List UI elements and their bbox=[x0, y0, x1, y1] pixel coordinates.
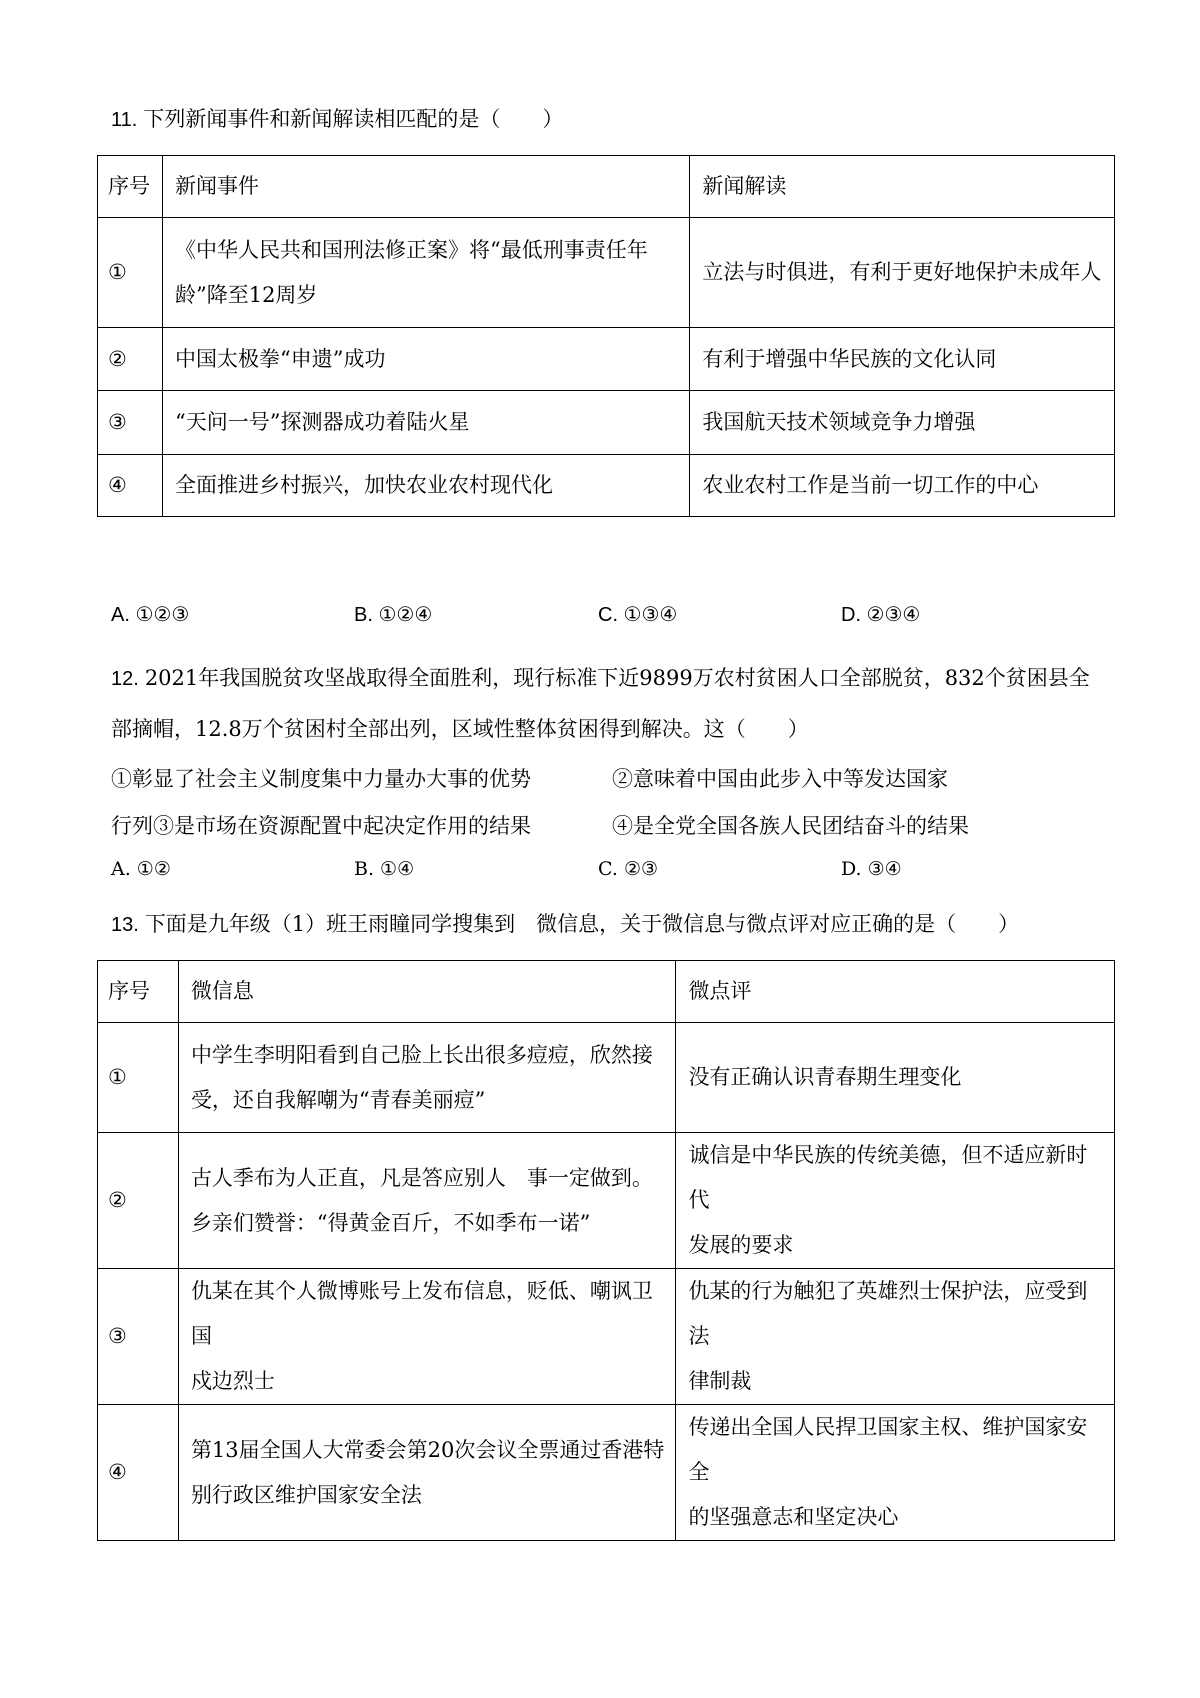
event-line: 龄”降至12周岁 bbox=[174, 282, 318, 307]
event-cell: 中国太极拳“申遗”成功 bbox=[162, 328, 689, 391]
q11-stem bbox=[111, 107, 563, 132]
comment-cell bbox=[676, 1023, 1115, 1133]
q13-stem-text: 下面是九年级（1）班王雨瞳同学搜集到 微信息，关于微信息与微点评对应正确的是（ ） bbox=[144, 912, 1020, 936]
option-b[interactable]: B. ①②④ bbox=[354, 604, 433, 626]
info-line: 古人季布为人正直，凡是答应别人 事一定做到。 bbox=[190, 1165, 653, 1190]
q12-statement-3: 行列③是市场在资源配置中起决定作用的结果 bbox=[111, 814, 531, 838]
reading-cell: 我国航天技术领域竞争力增强 bbox=[690, 391, 1115, 455]
q12-statement-1: ①彰显了社会主义制度集中力量办大事的优势 bbox=[111, 767, 531, 791]
event-cell bbox=[162, 218, 689, 328]
info-line: 受，还自我解嘲为“青春美丽痘” bbox=[190, 1087, 486, 1112]
q12-statement-2: ②意味着中国由此步入中等发达国家 bbox=[612, 767, 948, 791]
row-index: ② bbox=[98, 1133, 179, 1269]
q12-stem-line-2: 部摘帽，12.8万个贫困村全部出列，区域性整体贫困得到解决。这（ ） bbox=[111, 717, 809, 741]
info-line: 别行政区维护国家安全法 bbox=[190, 1482, 422, 1507]
q13-table bbox=[97, 960, 1115, 1541]
table-row bbox=[98, 391, 1115, 455]
row-index: ④ bbox=[98, 455, 163, 517]
table-row bbox=[98, 455, 1115, 517]
header-cell: 微信息 bbox=[178, 961, 676, 1023]
table-header-row bbox=[98, 156, 1115, 218]
q12-number: 12. bbox=[111, 668, 139, 690]
row-index: ③ bbox=[98, 1269, 179, 1405]
table-row bbox=[98, 218, 1115, 328]
info-cell bbox=[178, 1133, 676, 1269]
event-cell: 全面推进乡村振兴，加快农业农村现代化 bbox=[162, 455, 689, 517]
option-c[interactable]: C. ①③④ bbox=[598, 604, 678, 626]
info-line: 乡亲们赞誉：“得黄金百斤，不如季布一诺” bbox=[190, 1210, 591, 1235]
q13-number: 13. bbox=[111, 914, 139, 936]
reading-cell: 立法与时俱进，有利于更好地保护未成年人 bbox=[690, 218, 1115, 328]
table-row bbox=[98, 1405, 1115, 1541]
info-cell bbox=[178, 1023, 676, 1133]
header-cell: 新闻事件 bbox=[162, 156, 689, 218]
event-cell: “天问一号”探测器成功着陆火星 bbox=[162, 391, 689, 455]
comment-cell bbox=[676, 1269, 1115, 1405]
row-index: ② bbox=[98, 328, 163, 391]
comment-line: 诚信是中华民族的传统美德，但不适应新时代 bbox=[688, 1143, 1088, 1212]
table-row bbox=[98, 1133, 1115, 1269]
option-d[interactable]: D. ③④ bbox=[841, 858, 902, 880]
q12-statement-4: ④是全党全国各族人民团结奋斗的结果 bbox=[612, 814, 969, 838]
option-a[interactable]: A. ①②③ bbox=[111, 604, 190, 626]
table-row bbox=[98, 1269, 1115, 1405]
info-line: 仇某在其个人微博账号上发布信息，贬低、嘲讽卫国 bbox=[190, 1279, 653, 1348]
event-line: 《中华人民共和国刑法修正案》将“最低刑事责任年 bbox=[174, 237, 648, 262]
info-cell bbox=[178, 1269, 676, 1405]
table-header-row bbox=[98, 961, 1115, 1023]
q11-table bbox=[97, 155, 1115, 517]
reading-cell: 有利于增强中华民族的文化认同 bbox=[690, 328, 1115, 391]
comment-line: 仇某的行为触犯了英雄烈士保护法，应受到法 bbox=[688, 1279, 1088, 1348]
q12-stem bbox=[111, 666, 1090, 691]
q11-number: 11. bbox=[111, 109, 138, 131]
row-index: ③ bbox=[98, 391, 163, 455]
option-b[interactable]: B. ①④ bbox=[354, 858, 415, 880]
info-line: 第13届全国人大常委会第20次会议全票通过香港特 bbox=[190, 1437, 665, 1462]
header-cell: 新闻解读 bbox=[690, 156, 1115, 218]
comment-line: 没有正确认识青春期生理变化 bbox=[688, 1065, 962, 1089]
comment-cell bbox=[676, 1133, 1115, 1269]
info-cell bbox=[178, 1405, 676, 1541]
option-c[interactable]: C. ②③ bbox=[598, 858, 659, 880]
comment-cell bbox=[676, 1405, 1115, 1541]
q11-stem-text: 下列新闻事件和新闻解读相匹配的是（ ） bbox=[143, 107, 564, 131]
info-line: 中学生李明阳看到自己脸上长出很多痘痘，欣然接 bbox=[190, 1042, 653, 1067]
table-row bbox=[98, 1023, 1115, 1133]
comment-line: 律制裁 bbox=[688, 1369, 752, 1393]
comment-line: 的坚强意志和坚定决心 bbox=[688, 1505, 899, 1529]
row-index: ① bbox=[98, 1023, 179, 1133]
reading-cell: 农业农村工作是当前一切工作的中心 bbox=[690, 455, 1115, 517]
comment-line: 传递出全国人民捍卫国家主权、维护国家安全 bbox=[688, 1415, 1088, 1484]
row-index: ① bbox=[98, 218, 163, 328]
q12-stem-line: 2021年我国脱贫攻坚战取得全面胜利，现行标准下近9899万农村贫困人口全部脱贫，832个贫困县全 bbox=[144, 666, 1090, 690]
table-row bbox=[98, 328, 1115, 391]
row-index: ④ bbox=[98, 1405, 179, 1541]
comment-line: 发展的要求 bbox=[688, 1233, 794, 1257]
option-a[interactable]: A. ①② bbox=[111, 858, 171, 880]
header-cell: 序号 bbox=[98, 156, 163, 218]
header-cell: 序号 bbox=[98, 961, 179, 1023]
info-line: 戍边烈士 bbox=[190, 1369, 275, 1393]
option-d[interactable]: D. ②③④ bbox=[841, 604, 921, 626]
header-cell: 微点评 bbox=[676, 961, 1115, 1023]
q13-stem bbox=[111, 912, 1019, 937]
